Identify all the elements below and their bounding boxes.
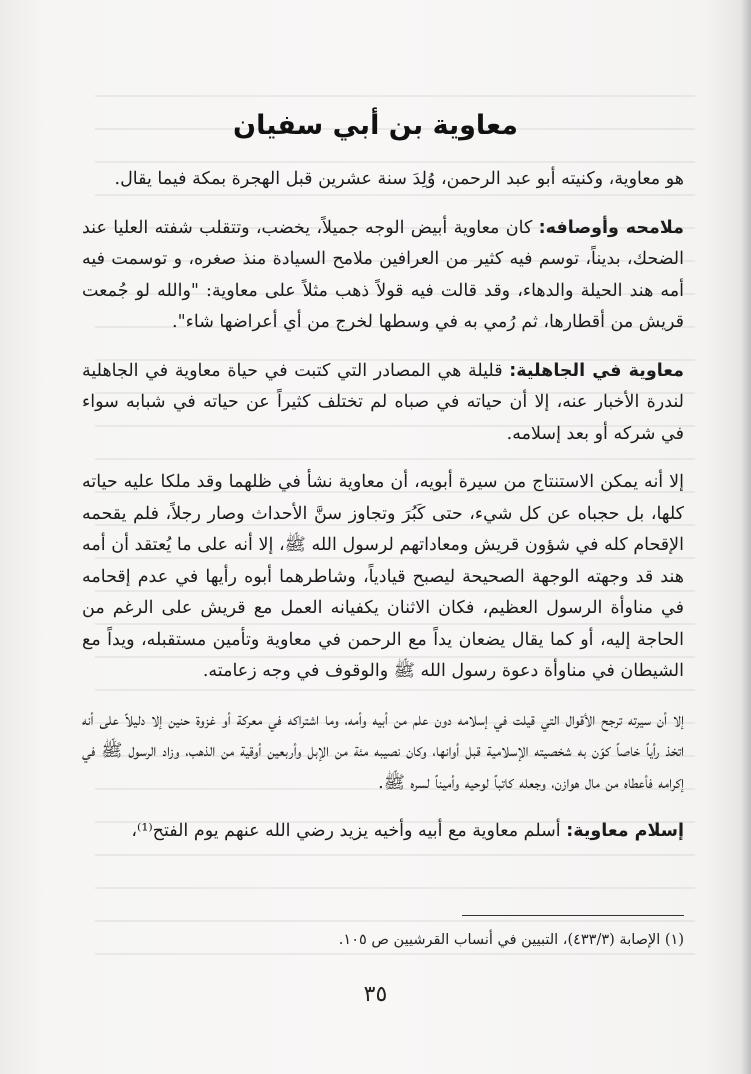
paragraph-text: هو معاوية، وكنيته أبو عبد الرحمن، وُلِدَ سنة عشرين قبل الهجرة بمكة فيما يقال.	[114, 169, 684, 189]
footnote: (١) الإصابة (٤٣٣/٣)، التبيين في أنساب القرشيين ص ١٠٥.	[338, 932, 684, 948]
paragraph-lead: إسلام معاوية:	[566, 821, 684, 841]
paragraph	[82, 816, 684, 848]
paragraph	[82, 213, 684, 339]
paragraph-text: قليلة هي المصادر التي كتبت في حياة معاوية في الجاهلية لندرة الأخبار عنه، إلا أن حياته في صباه لم تختلف كثيراً عن حياته في شبابه سواء في شركه أو بعد إسلامه.	[82, 360, 684, 444]
paragraph-text: إلا أن سيرته ترجح الأقوال التي قيلت في إسلامه دون علم من أبيه وأمه، وما اشتراكه في معركة أو غزوة حنين إلا دليلاً على أنه اتخذ رأياً خاصاً كوّن به شخصيته الإسلامية قبل أوانها، وكان نصيبه مئة من الإبل وأربعين أوقية من الذهب، وزاد الرسول ﷺ في إكرامه فأعطاه من مال هوازن، وجعله كاتباً لوحيه وأميناً لسره ﷺ.	[82, 709, 684, 793]
page-number: ٣٥	[363, 982, 388, 1007]
paragraph	[82, 467, 684, 688]
paragraph	[82, 705, 684, 800]
paragraph	[82, 356, 684, 451]
paragraph-lead: ملامحه وأوصافه:	[538, 217, 684, 238]
paragraph-lead: معاوية في الجاهلية:	[509, 360, 684, 381]
body-text	[82, 164, 684, 865]
paragraph-text: إلا أنه يمكن الاستنتاج من سيرة أبويه، أن معاوية نشأ في ظلهما وقد ملكا عليه حياته كلها، بل حجباه عن كل شيء، حتى كَبُرَ وتجاوز سنَّ الأحداث وصار رجلاً، فلم يقحمه الإقحام كله في شؤون قريش ومعاداتهم لرسول الله ﷺ، إلا أنه على ما يُعتقد أن أمه هند قد وجهته الوجهة الصحيحة ليصبح قيادياً، وشاطرهما أبوه رأيها في عدم إقحامه في مناوأة الرسول العظيم، فكان الاثنان يكفيانه العمل مع قريش على الرغم من الحاجة إليه، أو كما يقال يضعان يداً مع الرحمن في معاوية وتأمين مستقبله، ويداً مع الشيطان في مناوأة دعوة رسول الله ﷺ والوقوف في وجه زعامته.	[82, 472, 684, 681]
footnote-divider	[462, 915, 684, 916]
paragraph-text: كان معاوية أبيض الوجه جميلاً، يخضب، وتتقلب شفته العليا عند الضحك، بديناً، توسم فيه كثير من العرافين ملامح السيادة منذ صغره، و توسمت فيه أمه هند الحيلة والدهاء، وقد قالت فيه قولاً ذهب مثلاً على معاوية: "والله لو جُمعت قريش من أقطارها، ثم رُمي به في وسطها لخرج من أي أعراضها شاء".	[82, 217, 684, 332]
page-edge-shadow	[741, 0, 751, 1074]
page-title: معاوية بن أبي سفيان	[233, 110, 518, 141]
paragraph-text: أسلم معاوية مع أبيه وأخيه يزيد رضي الله عنهم يوم الفتح⁽¹⁾،	[131, 821, 561, 841]
paragraph	[82, 164, 684, 196]
